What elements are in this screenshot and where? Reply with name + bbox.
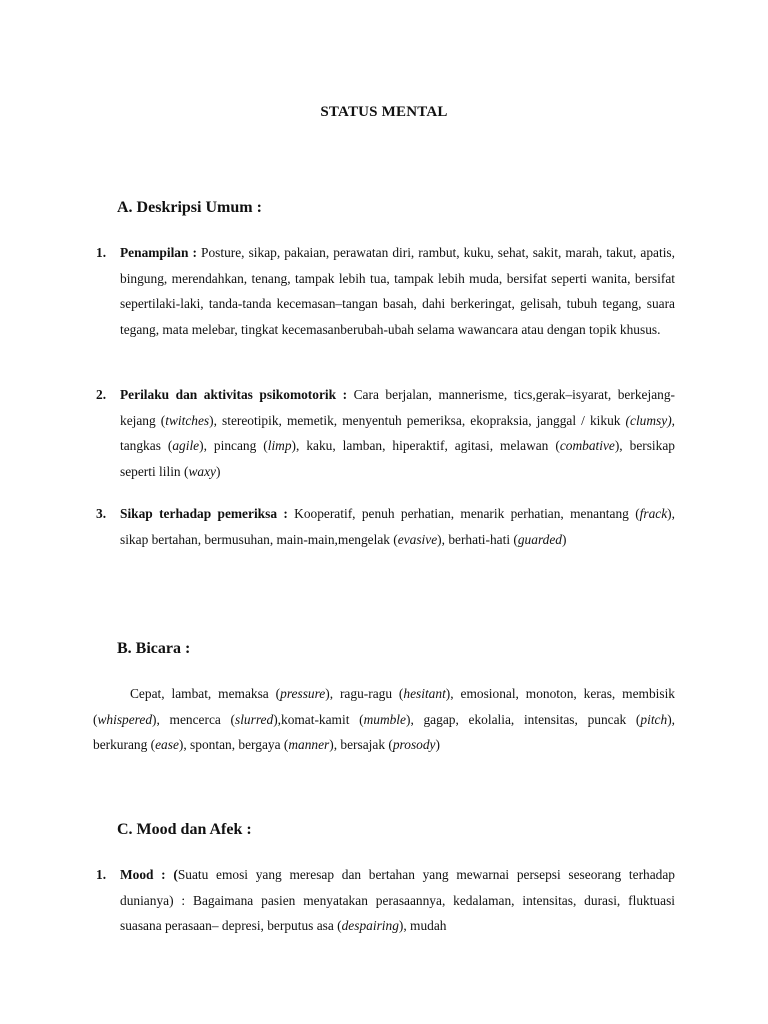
document-title: STATUS MENTAL — [320, 104, 448, 120]
item-term: agile — [172, 438, 200, 453]
para-term: pitch — [640, 711, 668, 727]
section-b-paragraph — [93, 681, 675, 758]
item-text: ), stereotipik, memetik, menyentuh pemeriksa, ekopraksia, janggal / kikuk — [209, 412, 626, 428]
item-body — [120, 501, 675, 552]
item-label: Penampilan : — [120, 245, 197, 260]
item-text: , tangkas ( — [120, 412, 676, 453]
para-text: ) — [435, 737, 440, 752]
section-a-heading: A. Deskripsi Umum : — [117, 199, 262, 216]
item-text: ), pincang ( — [199, 438, 268, 453]
section-a-item-2 — [96, 382, 675, 484]
item-text: ), bersikap seperti lilin ( — [120, 438, 675, 479]
para-text: ), spontan, bergaya ( — [178, 737, 289, 752]
para-text: ), bersajak ( — [329, 737, 393, 752]
item-term: twitches — [165, 412, 210, 428]
item-label: Perilaku dan aktivitas psikomotorik : — [120, 387, 348, 402]
item-term: (clumsy) — [625, 412, 672, 428]
para-term: slurred — [234, 711, 274, 727]
item-term: limp — [267, 438, 292, 453]
section-a-item-3 — [96, 501, 675, 552]
item-term: evasive — [397, 531, 438, 547]
section-a-item-1 — [96, 240, 675, 342]
para-text: ),komat-kamit ( — [273, 711, 364, 727]
item-term: guarded — [517, 531, 562, 547]
para-term: whispered — [97, 711, 153, 727]
item-label: Mood : ( — [120, 867, 178, 882]
section-c-heading: C. Mood dan Afek : — [117, 821, 252, 838]
para-text: ), ragu-ragu ( — [325, 686, 404, 701]
item-text: Cara berjalan, mannerisme, tics,gerak–isyarat, berkejang-kejang ( — [120, 387, 675, 428]
item-body — [120, 862, 675, 939]
item-number: 1. — [96, 867, 107, 882]
item-term: combative — [559, 438, 615, 453]
para-text: ), berkurang ( — [93, 711, 675, 752]
item-term: waxy — [188, 463, 216, 479]
section-b-heading: B. Bicara : — [117, 640, 191, 657]
para-text: ), mencerca ( — [152, 711, 235, 727]
item-number: 3. — [96, 506, 107, 521]
item-text: ), mudah — [398, 918, 447, 933]
item-text: ), berhati-hati ( — [437, 531, 518, 547]
para-term: hesitant — [403, 686, 446, 701]
item-text: Posture, sikap, pakaian, perawatan diri, rambut, kuku, sehat, sakit, marah, takut, apatis, bingung, merendahkan, tenang, tampak lebih tua, tampak lebih muda, bersifat seperti wanita, bersifat sepertilaki-laki, tanda-tanda kecemasan–tangan basah, dahi berkeringat, gelisah, tubuh tegang, suara tegang, mata melebar, tingkat kecemasanberubah-ubah selama wawancara atau dengan topik khusus. — [120, 245, 675, 337]
item-text: ), sikap bertahan, bermusuhan, main-main,mengelak ( — [120, 506, 675, 547]
item-number: 1. — [96, 245, 107, 260]
item-text: Kooperatif, penuh perhatian, menarik perhatian, menantang ( — [287, 506, 640, 521]
item-term: despairing — [341, 918, 399, 933]
item-number: 2. — [96, 387, 107, 402]
item-body — [120, 382, 675, 484]
item-text: ), kaku, lamban, hiperaktif, agitasi, melawan ( — [291, 438, 560, 453]
item-term: frack — [639, 506, 668, 521]
item-label: Sikap terhadap pemeriksa : — [120, 506, 288, 521]
para-term: pressure — [280, 686, 326, 701]
para-text: ), emosional, monoton, keras, membisik ( — [93, 686, 675, 727]
item-text: Suatu emosi yang meresap dan bertahan yang mewarnai persepsi seseorang terhadap dunianya) : Bagaimana pasien menyatakan perasaannya, kedalaman, intensitas, durasi, fluktuasi suasana perasaan– depresi, berputus asa ( — [120, 867, 675, 933]
item-text: ) — [215, 463, 221, 479]
section-c-item-1 — [96, 862, 675, 939]
para-text: ), gagap, ekolalia, intensitas, puncak ( — [405, 711, 641, 727]
item-text: ) — [562, 531, 567, 547]
para-term: ease — [155, 737, 179, 752]
para-term: manner — [288, 737, 330, 752]
para-term: mumble — [363, 711, 406, 727]
para-text: Cepat, lambat, memaksa ( — [130, 686, 281, 701]
para-term: prosody — [392, 737, 436, 752]
item-body — [120, 240, 675, 342]
